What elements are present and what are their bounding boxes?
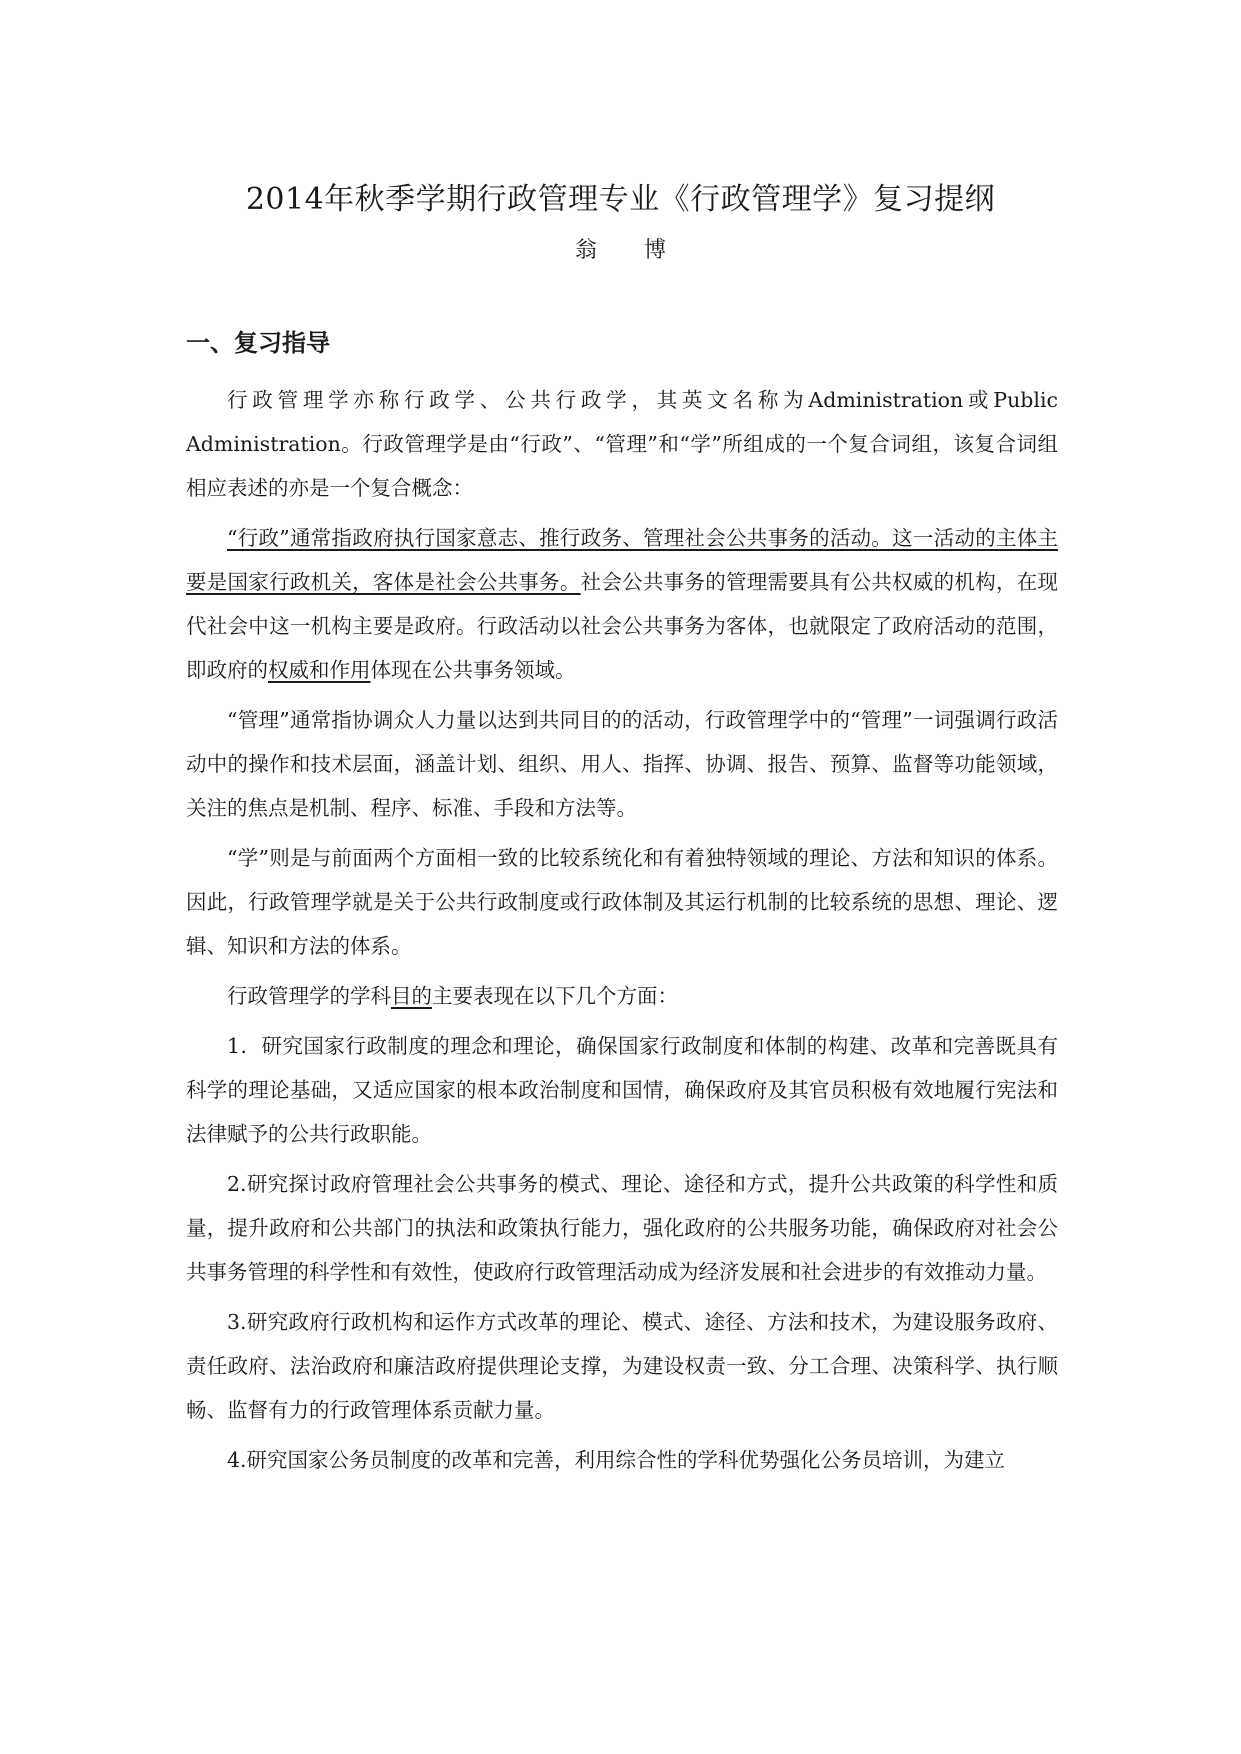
paragraph-purpose-intro (186, 974, 1058, 1018)
list-item-1: 1．研究国家行政制度的理念和理论，确保国家行政制度和体制的构建、改革和完善既具有科学的理论基础，又适应国家的根本政治制度和国情，确保政府及其官员积极有效地履行宪法和法律赋予的公共行政职能。 (186, 1034, 1058, 1146)
list-item-2: 2.研究探讨政府管理社会公共事务的模式、理论、途径和方式，提升公共政策的科学性和质量，提升政府和公共部门的执法和政策执行能力，强化政府的公共服务功能，确保政府对社会公共事务管理的科学性和有效性，使政府行政管理活动成为经济发展和社会进步的有效推动力量。 (186, 1172, 1058, 1284)
list-item-3: 3.研究政府行政机构和运作方式改革的理论、模式、途径、方法和技术，为建设服务政府、责任政府、法治政府和廉洁政府提供理论支撑，为建设权责一致、分工合理、决策科学、执行顺畅、监督有力的行政管理体系贡献力量。 (186, 1310, 1058, 1422)
paragraph-text: 行政管理学的学科 (227, 984, 391, 1008)
underlined-text: 权威和作用 (268, 658, 371, 682)
list-item-4: 4.研究国家公务员制度的改革和完善，利用综合性的学科优势强化公务员培训，为建立 (227, 1448, 1006, 1472)
paragraph-guanli: “管理”通常指协调众人力量以达到共同目的的活动，行政管理学中的“管理”一词强调行政活动中的操作和技术层面，涵盖计划、组织、用人、指挥、协调、报告、预算、监督等功能领域，关注的焦点是机制、程序、标准、手段和方法等。 (186, 708, 1058, 820)
paragraph-text: 体现在公共事务领域。 (370, 658, 576, 682)
document-body (186, 378, 1058, 1488)
paragraph-xue: “学”则是与前面两个方面相一致的比较系统化和有着独特领域的理论、方法和知识的体系。因此，行政管理学就是关于公共行政制度或行政体制及其运行机制的比较系统的思想、理论、逻辑、知识和方法的体系。 (186, 846, 1058, 958)
underlined-text: 目的 (391, 984, 432, 1008)
paragraph-text: 主要表现在以下几个方面： (432, 984, 678, 1008)
paragraph-xingzheng (186, 516, 1058, 692)
document-author: 翁 博 (575, 238, 686, 263)
document-title: 2014年秋季学期行政管理专业《行政管理学》复习提纲 (245, 182, 996, 217)
underlined-text: “行政”通常指政府执行国家意志、推行政务、管理社会公共事务的活动。这一活动的主体主要是国家行政机关，客体是社会公共事务。 (186, 526, 1058, 594)
paragraph-intro: 行政管理学亦称行政学、公共行政学，其英文名称为Administration或Public Administration。行政管理学是由“行政”、“管理”和“学”所组成的一个复合词组，该复合词组相应表述的亦是一个复合概念： (186, 388, 1058, 500)
section-heading: 一、复习指导 (186, 329, 330, 357)
paragraph-text: 社会公共事务的管理需要具有公共权威的机构，在现代社会中这一机构主要是政府。行政活动以社会公共事务为客体，也就限定了政府活动的范围，即政府的 (186, 570, 1059, 682)
